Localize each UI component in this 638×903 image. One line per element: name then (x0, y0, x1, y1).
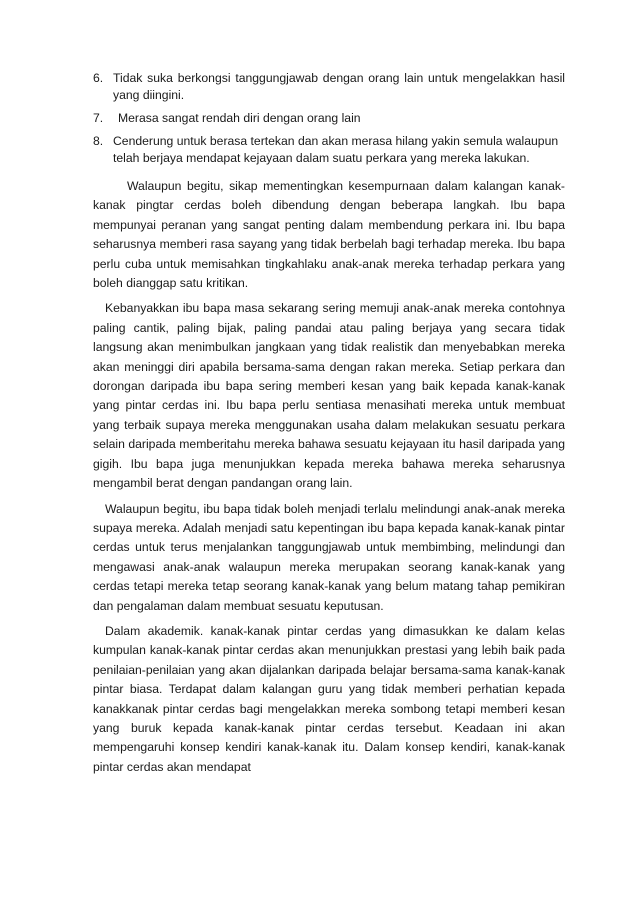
list-item-8 (93, 133, 565, 167)
document-page (93, 70, 565, 783)
list-number: 7. (93, 111, 104, 125)
paragraph-2: Kebanyakkan ibu bapa masa sekarang sering memuji anak-anak mereka contohnya paling cantik, paling bijak, paling pandai atau paling berjaya yang secara tidak langsung akan menimbulkan jangkaan yang tidak realistik dan menyebabkan mereka akan meninggi diri apabila bersama-sama dengan rakan mereka. Setiap perkara dan dorongan daripada ibu bapa sering memberi kesan yang baik kepada kanak-kanak yang pintar cerdas ini. Ibu bapa perlu sentiasa menasihati mereka untuk membuat yang terbaik supaya mereka menggunakan usaha dalam melakukan sesuatu perkara selain daripada memberitahu mereka bahawa sesuatu kejayaan itu hasil daripada yang gigih. Ibu bapa juga menunjukkan kepada mereka bahawa mereka seharusnya mengambil berat dengan pandangan orang lain. (93, 301, 565, 491)
paragraph-3: Walaupun begitu, ibu bapa tidak boleh menjadi terlalu melindungi anak-anak mereka supaya mereka. Adalah menjadi satu kepentingan ibu bapa kepada kanak-kanak pintar cerdas untuk terus menjalankan tanggungjawab untuk membimbing, melindungi dan mengawasi anak-anak walaupun mereka merupakan seorang kanak-kanak yang cerdas tetapi mereka tetap seorang kanak-kanak yang belum matang tahap pemikiran dan pengalaman dalam membuat sesuatu keputusan. (93, 501, 565, 613)
list-number: 6. (93, 71, 104, 85)
list-text: Merasa sangat rendah diri dengan orang lain (118, 111, 361, 125)
paragraph-4: Dalam akademik. kanak-kanak pintar cerdas yang dimasukkan ke dalam kelas kumpulan kanak-kanak pintar cerdas akan menunjukkan prestasi yang lebih baik pada penilaian-penilaian yang akan dijalankan daripada belajar bersama-sama kanak-kanak pintar biasa. Terdapat dalam kalangan guru yang tidak memberi perhatian kepada kanakkanak pintar cerdas bagi mengelakkan mereka sombong tetapi memberi kesan yang buruk kepada kanak-kanak pintar cerdas tersebut. Keadaan ini akan mempengaruhi konsep kendiri kanak-kanak itu. Dalam konsep kendiri, kanak-kanak pintar cerdas akan mendapat (93, 623, 565, 774)
paragraph-1: Walaupun begitu, sikap mementingkan kesempurnaan dalam kalangan kanak-kanak pingtar cerdas boleh dibendung dengan beberapa langkah. Ibu bapa mempunyai peranan yang sangat penting dalam membendung perkara ini. Ibu bapa seharusnya memberi rasa sayang yang tidak berbelah bagi terhadap mereka. Ibu bapa perlu cuba untuk memisahkan tingkahlaku anak-anak mereka terhadap perkara yang boleh dianggap satu kritikan. (93, 179, 565, 291)
list-number: 8. (93, 134, 104, 148)
list-item-6 (93, 70, 565, 104)
list-item-7 (93, 110, 565, 127)
list-text: Cenderung untuk berasa tertekan dan akan merasa hilang yakin semula walaupun telah berjaya mendapat kejayaan dalam suatu perkara yang mereka lakukan. (113, 134, 559, 165)
list-text: Tidak suka berkongsi tanggungjawab dengan orang lain untuk mengelakkan hasil yang diingini. (113, 71, 565, 102)
